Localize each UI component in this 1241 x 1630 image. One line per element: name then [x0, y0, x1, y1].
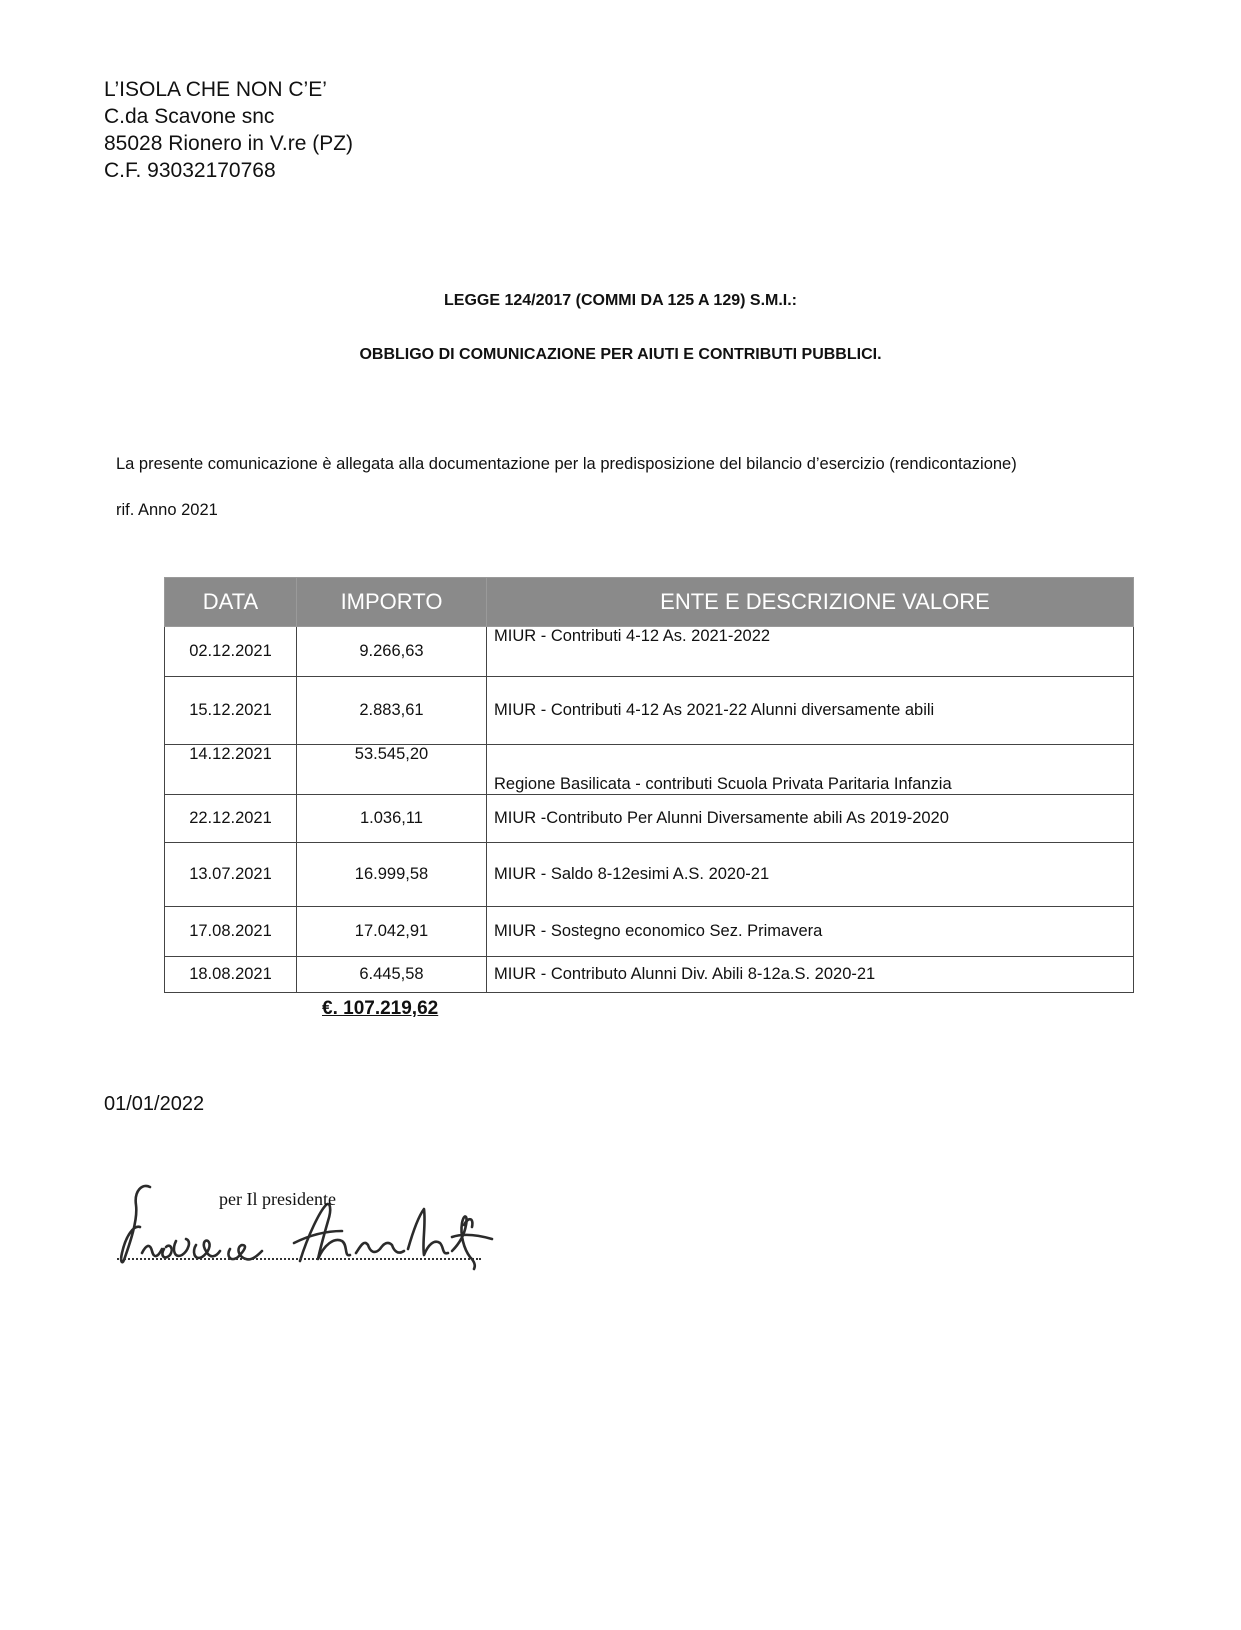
cell-amount: 6.445,58 [297, 957, 487, 993]
header-date: DATA [165, 578, 297, 627]
cell-description: MIUR -Contributo Per Alunni Diversamente abili As 2019-2020 [487, 795, 1134, 843]
table-row [165, 745, 1134, 795]
cell-amount: 9.266,63 [297, 627, 487, 677]
cell-date: 13.07.2021 [165, 843, 297, 907]
cell-date: 14.12.2021 [165, 745, 297, 795]
law-heading: LEGGE 124/2017 (COMMI DA 125 A 129) S.M.I.: [444, 292, 797, 309]
sender-address: C.da Scavone snc [104, 105, 275, 128]
document-date: 01/01/2022 [104, 1093, 205, 1115]
cell-date: 17.08.2021 [165, 907, 297, 957]
cell-amount: 53.545,20 [297, 745, 487, 795]
table-row [165, 843, 1134, 907]
cell-amount: 17.042,91 [297, 907, 487, 957]
table-row [165, 957, 1134, 993]
cell-description: Regione Basilicata - contributi Scuola Privata Paritaria Infanzia [487, 745, 1134, 795]
header-amount: IMPORTO [297, 578, 487, 627]
table-row [165, 795, 1134, 843]
cell-amount: 1.036,11 [297, 795, 487, 843]
sender-tax-code: C.F. 93032170768 [104, 159, 276, 182]
sender-name: L’ISOLA CHE NON C’E’ [104, 78, 327, 101]
cell-date: 22.12.2021 [165, 795, 297, 843]
reference-year: rif. Anno 2021 [116, 501, 218, 519]
signature-line [117, 1258, 481, 1260]
table-header-row [165, 578, 1134, 627]
intro-text: La presente comunicazione è allegata alla documentazione per la predisposizione del bilancio d’esercizio (rendicontazione) [116, 455, 1017, 473]
sender-city: 85028 Rionero in V.re (PZ) [104, 132, 354, 155]
cell-date: 02.12.2021 [165, 627, 297, 677]
table-row [165, 627, 1134, 677]
cell-description: MIUR - Contributo Alunni Div. Abili 8-12a.S. 2020-21 [487, 957, 1134, 993]
signature-label: per Il presidente [219, 1189, 336, 1209]
cell-description: MIUR - Saldo 8-12esimi A.S. 2020-21 [487, 843, 1134, 907]
table-row [165, 907, 1134, 957]
table-row [165, 677, 1134, 745]
cell-date: 15.12.2021 [165, 677, 297, 745]
cell-description: MIUR - Contributi 4-12 As 2021-22 Alunni diversamente abili [487, 677, 1134, 745]
cell-description: MIUR - Contributi 4-12 As. 2021-2022 [487, 627, 1134, 677]
cell-date: 18.08.2021 [165, 957, 297, 993]
header-description: ENTE E DESCRIZIONE VALORE [487, 578, 1134, 627]
total-amount: €. 107.219,62 [322, 998, 439, 1019]
cell-description: MIUR - Sostegno economico Sez. Primavera [487, 907, 1134, 957]
cell-amount: 16.999,58 [297, 843, 487, 907]
grants-table [164, 577, 1134, 993]
obligation-heading: OBBLIGO DI COMUNICAZIONE PER AIUTI E CONTRIBUTI PUBBLICI. [359, 346, 882, 363]
cell-amount: 2.883,61 [297, 677, 487, 745]
sender-block [104, 76, 353, 184]
